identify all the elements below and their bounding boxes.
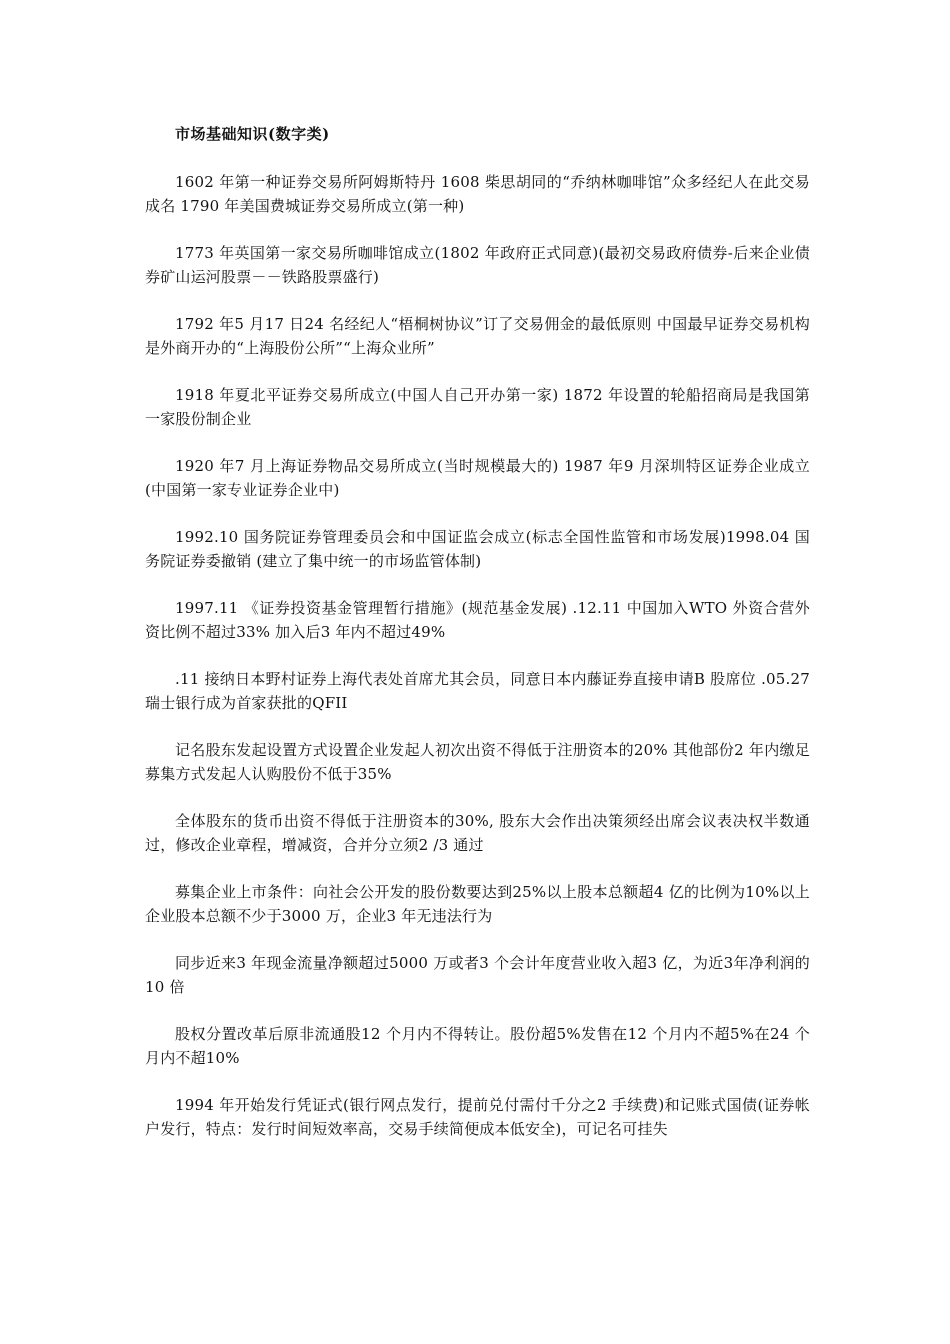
paragraph: 1602 年第一种证券交易所阿姆斯特丹 1608 柴思胡同的“乔纳林咖啡馆”众多经纪人在此交易成名 1790 年美国费城证券交易所成立(第一种) — [145, 173, 810, 215]
document-body — [145, 122, 810, 1164]
paragraph: 1918 年夏北平证券交易所成立(中国人自己开办第一家) 1872 年设置的轮船招商局是我国第一家股份制企业 — [145, 386, 810, 428]
paragraph: 1920 年7 月上海证券物品交易所成立(当时规模最大的) 1987 年9 月深圳特区证券企业成立(中国第一家专业证券企业中) — [145, 457, 810, 499]
paragraph: 全体股东的货币出资不得低于注册资本的30%, 股东大会作出决策须经出席会议表决权半数通过，修改企业章程，增减资，合并分立须2 /3 通过 — [145, 812, 810, 854]
paragraph: .11 接纳日本野村证券上海代表处首席尤其会员，同意日本内藤证券直接申请B 股席位 .05.27 瑞士银行成为首家获批的QFII — [145, 670, 810, 712]
paragraph: 1994 年开始发行凭证式(银行网点发行，提前兑付需付千分之2 手续费)和记账式国债(证券帐户发行，特点：发行时间短效率高，交易手续简便成本低安全)，可记名可挂失 — [145, 1096, 810, 1138]
paragraph: 1992.10 国务院证券管理委员会和中国证监会成立(标志全国性监管和市场发展)1998.04 国务院证券委撤销 (建立了集中统一的市场监管体制) — [145, 528, 810, 570]
paragraph: 募集企业上市条件：向社会公开发的股份数要达到25%以上股本总额超4 亿的比例为10%以上企业股本总额不少于3000 万，企业3 年无违法行为 — [145, 883, 810, 925]
paragraph: 1773 年英国第一家交易所咖啡馆成立(1802 年政府正式同意)(最初交易政府债券-后来企业债券矿山运河股票－－铁路股票盛行) — [145, 244, 810, 286]
paragraph: 1792 年5 月17 日24 名经纪人“梧桐树协议”订了交易佣金的最低原则 中国最早证券交易机构是外商开办的“上海股份公所”“上海众业所” — [145, 315, 810, 357]
document-title: 市场基础知识(数字类) — [175, 125, 330, 143]
paragraph: 记名股东发起设置方式设置企业发起人初次出资不得低于注册资本的20% 其他部份2 年内缴足 募集方式发起人认购股份不低于35% — [145, 741, 810, 783]
paragraph: 1997.11 《证券投资基金管理暂行措施》(规范基金发展) .12.11 中国加入WTO 外资合营外资比例不超过33% 加入后3 年内不超过49% — [145, 599, 810, 641]
paragraph: 股权分置改革后原非流通股12 个月内不得转让。股份超5%发售在12 个月内不超5%在24 个月内不超10% — [145, 1025, 810, 1067]
paragraph: 同步近来3 年现金流量净额超过5000 万或者3 个会计年度营业收入超3 亿，为近3年净利润的10 倍 — [145, 954, 810, 996]
